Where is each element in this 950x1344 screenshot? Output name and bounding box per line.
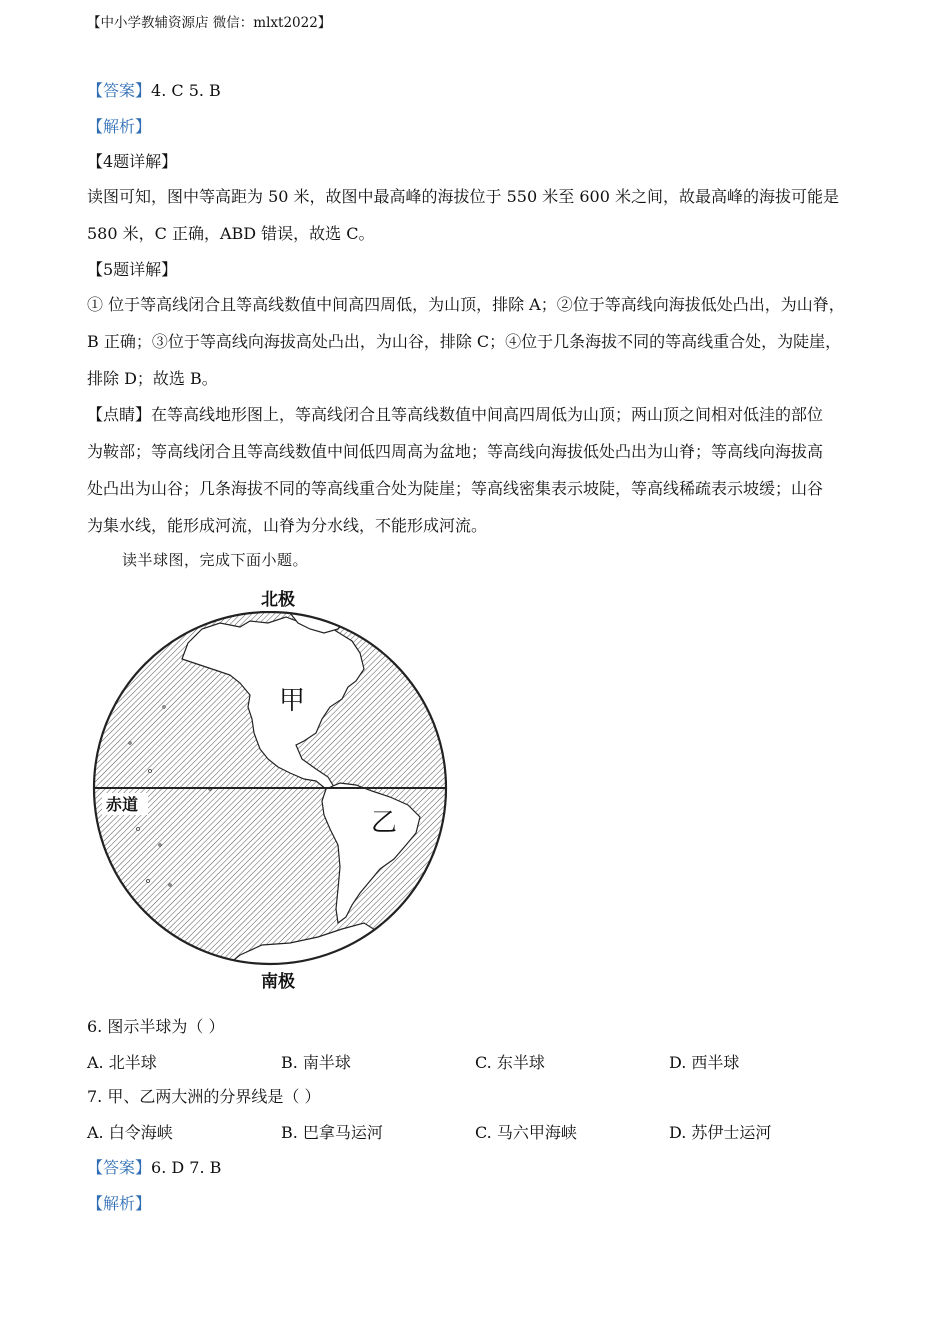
hemisphere-map [90,583,470,1001]
q5-detail-title: 【5题详解】 [87,260,178,279]
answer-text: 6. D 7. B [151,1158,222,1177]
q4-detail-title: 【4题详解】 [87,152,178,171]
q6-option-c: C. 东半球 [475,1053,545,1072]
tip-tag: 【点睛】 [87,405,152,424]
q4-detail-line: 读图可知，图中等高距为 50 米，故图中最高峰的海拔位于 550 米至 600 米之间，故最高峰的海拔可能是 [87,187,839,206]
q6-option-d: D. 西半球 [669,1053,740,1072]
q7-option-a: A. 白令海峡 [87,1123,173,1142]
q5-detail-line: 排除 D；故选 B。 [87,369,218,388]
tip-line: 为鞍部；等高线闭合且等高线数值中间低四周高为盆地；等高线向海拔低处凸出为山脊；等高线向海拔高 [87,442,824,461]
q7-stem: 7. 甲、乙两大洲的分界线是（ ） [87,1087,321,1106]
equator-label: 赤道 [106,795,139,814]
tip-line: 为集水线，能形成河流，山脊为分水线，不能形成河流。 [87,516,488,535]
q6-stem: 6. 图示半球为（ ） [87,1017,225,1036]
header-watermark: 【中小学教辅资源店 微信：mlxt2022】 [87,15,332,31]
answer-tag: 【答案】 [87,81,152,100]
north-pole-label: 北极 [261,590,295,610]
south-pole-label: 南极 [261,972,295,992]
q4-detail-line: 580 米，C 正确，ABD 错误，故选 C。 [87,224,375,243]
answer-tag: 【答案】 [87,1158,152,1177]
answer-line-1 [87,80,221,102]
label-jia: 甲 [278,686,306,716]
analysis-tag: 【解析】 [87,117,152,136]
tip-line: 处凸出为山谷；几条海拔不同的等高线重合处为陡崖；等高线密集表示坡陡，等高线稀疏表示坡缓；山谷 [87,479,824,498]
q5-detail-line: ① 位于等高线闭合且等高线数值中间高四周低，为山顶，排除 A；②位于等高线向海拔低处凸出，为山脊， [87,295,845,314]
q7-option-d: D. 苏伊士运河 [669,1123,772,1142]
label-yi: 乙 [370,808,398,838]
tip-line-1 [87,404,823,426]
answer-text: 4. C 5. B [151,81,221,100]
q6-option-b: B. 南半球 [281,1053,351,1072]
q5-detail-line: B 正确；③位于等高线向海拔高处凸出，为山谷，排除 C；④位于几条海拔不同的等高线重合处，为陡崖， [87,332,842,351]
tip-text: 在等高线地形图上，等高线闭合且等高线数值中间高四周低为山顶；两山顶之间相对低洼的部位 [151,405,824,424]
q6-option-a: A. 北半球 [87,1053,157,1072]
answer-line-2 [87,1157,221,1179]
analysis-tag: 【解析】 [87,1194,152,1213]
figure-intro: 读半球图，完成下面小题。 [122,551,309,569]
q7-option-b: B. 巴拿马运河 [281,1123,383,1142]
q7-option-c: C. 马六甲海峡 [475,1123,577,1142]
